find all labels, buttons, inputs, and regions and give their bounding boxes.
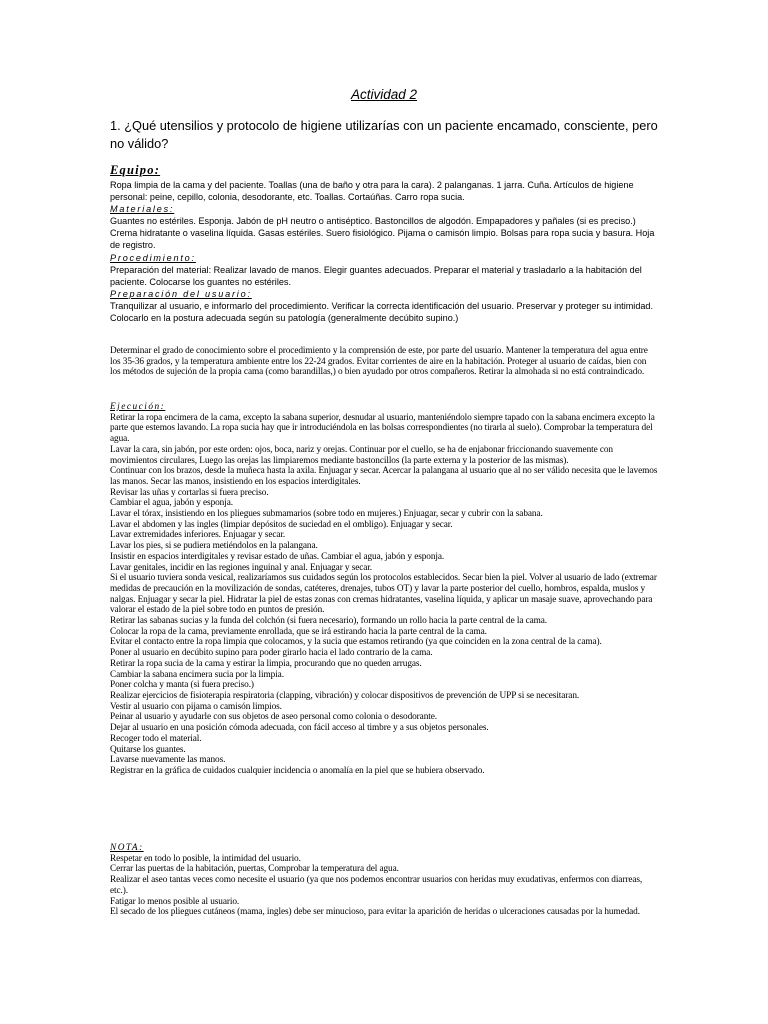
ejecucion-line: Realizar ejercicios de fisioterapia respiratoria (clapping, vibración) y colocar dispositivos de prevención de UPP si se necesitaran. — [110, 690, 580, 701]
nota-line: Respetar en todo lo posible, la intimidad del usuario. — [110, 853, 301, 864]
nota-list — [110, 854, 658, 918]
ejecucion-line: Peinar al usuario y ayudarle con sus objetos de aseo personal como colonia o desodorante. — [110, 712, 437, 723]
ejecucion-line: Dejar al usuario en una posición cómoda adecuada, con fácil acceso al timbre y a sus objetos personales. — [110, 723, 489, 734]
equipo-section — [110, 179, 658, 324]
ejecucion-line: Evitar el contacto entre la ropa limpia que colocamos, y la sucia que estamos retirando (ya que coinciden en la zona central de la cama). — [110, 637, 602, 648]
preparacion-text: Tranquilizar al usuario, e informarlo del procedimiento. Verificar la correcta identificación del usuario. Preservar y proteger su intimidad. Colocarlo en la postura adecuada según su patología (generalmente decúbito supino.) — [110, 300, 654, 324]
nota-line: Realizar el aseo tantas veces como necesite el usuario (ya que nos podemos encontrar usuarios con heridas muy exudativas, enfermos con diarreas, etc.). — [110, 875, 643, 896]
nota-section — [110, 843, 658, 918]
nota-heading: NOTA: — [110, 843, 144, 853]
ejecucion-line: Poner al usuario en decúbito supino para poder girarlo hacia el lado contrario de la cama. — [110, 648, 433, 659]
ejecucion-line: Revisar las uñas y cortarlas si fuera preciso. — [110, 487, 269, 498]
ejecucion-line: Cambiar el agua, jabón y esponja. — [110, 498, 233, 509]
ejecucion-line: Lavar la cara, sin jabón, por este orden: ojos, boca, nariz y orejas. Continuar por el cuello, se ha de enjabonar friccionando suavemente con movimientos circulares, Luego las orejas las limpiaremos mediante bastoncillos (la parte externa y la posterior de las mismas). — [110, 444, 613, 466]
ejecucion-line: Lavarse nuevamente las manos. — [110, 755, 226, 766]
materiales-heading: Materiales: — [110, 204, 175, 215]
ejecucion-line: Poner colcha y manta (si fuera preciso.) — [110, 680, 254, 691]
ejecucion-line: Quitarse los guantes. — [110, 744, 186, 755]
question-heading: 1. ¿Qué utensilios y protocolo de higiene utilizarías con un paciente encamado, consciente, pero no válido? — [110, 118, 658, 151]
ejecucion-line: Lavar el abdomen y las ingles (limpiar depósitos de suciedad en el ombligo). Enjuagar y secar. — [110, 519, 453, 530]
nota-line: Fatigar lo menos posible al usuario. — [110, 896, 240, 907]
nota-line: El secado de los pliegues cutáneos (mama, ingles) debe ser minucioso, para evitar la aparición de heridas o ulceraciones causadas por la humedad. — [110, 907, 640, 918]
intro-paragraph: Determinar el grado de conocimiento sobre el procedimiento y la comprensión de este, por parte del usuario. Mantener la temperatura del agua entre los 35-36 grados, y la temperatura ambiente entre los 22-24 grados. Evitar corrientes de aire en la habitación. Proteger al usuario de caídas, bien con los métodos de sujeción de la propia cama (como barandillas,) o bien ayudado por otros compañeros. Retirar la almohada si no está contraindicado. — [110, 346, 648, 378]
ejecucion-line: Colocar la ropa de la cama, previamente enrollada, que se irá estirando hacia la parte central de la cama. — [110, 626, 487, 637]
equipo-heading: Equipo: — [110, 163, 161, 177]
ejecucion-line: Lavar genitales, incidir en las regiones inguinal y anal. Enjuagar y secar. — [110, 562, 373, 573]
ejecucion-list — [110, 413, 658, 777]
ejecucion-line: Lavar los pies, si se pudiera metiéndolos en la palangana. — [110, 541, 318, 552]
equipo-text: Ropa limpia de la cama y del paciente. Toallas (una de baño y otra para la cara). 2 palanganas. 1 jarra. Cuña. Artículos de higiene personal: peine, cepillo, colonia, desodorante, etc. Toallas. Cortaúñas. Carro ropa sucia. — [110, 180, 634, 203]
ejecucion-line: Retirar las sabanas sucias y la funda del colchón (si fuera necesario), formando un rollo hacia la parte central de la cama. — [110, 616, 548, 627]
ejecucion-line: Si el usuario tuviera sonda vesical, realizaríamos sus cuidados según los protocolos establecidos. Secar bien la piel. Volver al usuario de lado (extremar medidas de precaución en la movilización de sondas, catéteres, drenajes, tubos OT) y lavar la parte posterior del cuello, hombros, espalda, muslos y nalgas. Enjuagar y secar la piel. Hidratar la piel de estas zonas con cremas hidratantes, vaselina líquida, y aplicar un masaje suave, aprovechando para valorar el estado de la piel sobre todo en puntos de presión. — [110, 573, 657, 616]
ejecucion-line: Continuar con los brazos, desde la muñeca hasta la axila. Enjuagar y secar. Acercar la palangana al usuario que al no ser válido necesita que le lavemos las manos. Secar las manos, insistiendo en los espacios interdigitales. — [110, 466, 658, 487]
ejecucion-section — [110, 402, 658, 777]
ejecucion-line: Lavar extremidades inferiores. Enjuagar y secar. — [110, 530, 286, 541]
procedimiento-text: Preparación del material: Realizar lavado de manos. Elegir guantes adecuados. Preparar el material y trasladarlo a la habitación del paciente. Colocarse los guantes no estériles. — [110, 264, 642, 287]
procedimiento-heading: Procedimiento: — [110, 252, 196, 263]
document-title: Actividad 2 — [350, 87, 418, 102]
ejecucion-heading: Ejecución: — [110, 402, 166, 412]
ejecucion-line: Vestir al usuario con pijama o camisón limpios. — [110, 701, 282, 712]
ejecucion-line: Retirar la ropa encimera de la cama, excepto la sabana superior, desnudar al usuario, manteniéndolo siempre tapado con la sabana encimera excepto la parte que estemos lavando. La ropa sucia hay que ir introduciéndola en las bolsas correspondientes (no tirarla al suelo). Comprobar la temperatura del agua. — [110, 412, 655, 445]
materiales-text: Guantes no estériles. Esponja. Jabón de pH neutro o antiséptico. Bastoncillos de algodón. Empapadores y pañales (si es preciso.) Crema hidratante o vaselina líquida. Gasas estériles. Suero fisiológico. Pijama o camisón limpio. Bolsas para ropa sucia y basura. Hoja de registro. — [110, 216, 655, 251]
ejecucion-line: Registrar en la gráfica de cuidados cualquier incidencia o anomalía en la piel que se hubiera observado. — [110, 765, 485, 776]
ejecucion-line: Cambiar la sabana encimera sucia por la limpia. — [110, 669, 284, 680]
ejecucion-line: Retirar la ropa sucia de la cama y estirar la limpia, procurando que no queden arrugas. — [110, 658, 422, 669]
ejecucion-line: Insistir en espacios interdigitales y revisar estado de uñas. Cambiar el agua, jabón y esponja. — [110, 551, 445, 562]
nota-line: Cerrar las puertas de la habitación, puertas, Comprobar la temperatura del agua. — [110, 864, 399, 875]
ejecucion-line: Recoger todo el material. — [110, 733, 202, 744]
ejecucion-line: Lavar el tórax, insistiendo en los pliegues submamarios (sobre todo en mujeres.) Enjuagar, secar y cubrir con la sabana. — [110, 509, 543, 520]
preparacion-heading: Preparación del usuario: — [110, 288, 252, 299]
